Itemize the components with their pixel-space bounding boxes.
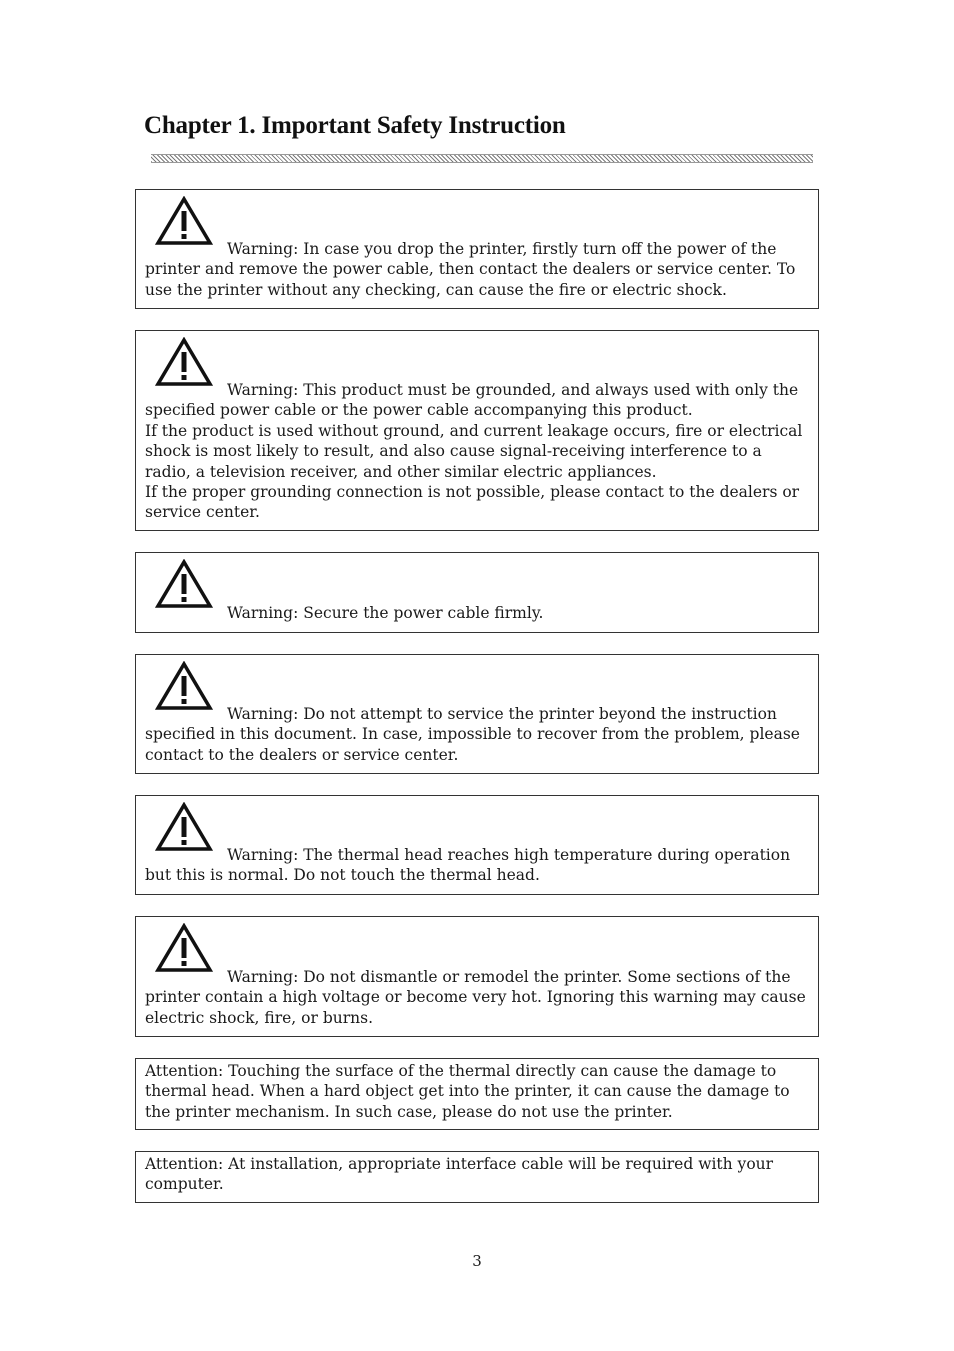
warning-triangle-icon — [155, 661, 213, 711]
warning-text-extra: If the proper grounding connection is not possible, please contact to the dealers or service center. — [145, 483, 800, 522]
warning-text-extra: If the product is used without ground, and current leakage occurs, fire or electrical shock is most likely to result, and also cause signal-receiving interference to a radio, a television receiver, and other similar electric appliances. — [145, 421, 803, 481]
attention-box-1 — [135, 1058, 819, 1130]
warning-text: Warning: Secure the power cable firmly. — [227, 604, 544, 622]
warning-triangle-icon — [155, 196, 213, 246]
warning-text: Warning: The thermal head reaches high temperature during operation but this is normal. Do not touch the thermal head. — [145, 846, 791, 885]
warning-text: Warning: In case you drop the printer, firstly turn off the power of the printer and remove the power cable, then contact the dealers or service center. To use the printer without any checking, can cause the fire or electric shock. — [145, 240, 796, 299]
warning-text: Warning: Do not attempt to service the printer beyond the instruction specified in this document. In case, impossible to recover from the problem, please contact to the dealers or service center. — [145, 705, 800, 764]
warning-text: Warning: Do not dismantle or remodel the printer. Some sections of the printer contain a high voltage or become very hot. Ignoring this warning may cause electric shock, fire, or burns. — [145, 968, 806, 1027]
warning-box-3 — [135, 552, 819, 633]
page-number: 3 — [472, 1252, 482, 1270]
warning-triangle-icon — [155, 337, 213, 387]
attention-text: Attention: Touching the surface of the thermal directly can cause the damage to thermal head. When a hard object get into the printer, it can cause the damage to the printer mechanism. In such case, please do not use the printer. — [145, 1062, 790, 1121]
warning-box-1 — [135, 189, 819, 309]
warning-box-6 — [135, 916, 819, 1037]
warning-text: Warning: This product must be grounded, and always used with only the specified power cable or the power cable accompanying this product. — [145, 381, 799, 420]
chapter-title: Chapter 1. Important Safety Instruction — [144, 112, 566, 139]
warning-box-5 — [135, 795, 819, 895]
warning-triangle-icon — [155, 802, 213, 852]
attention-text: Attention: At installation, appropriate interface cable will be required with your computer. — [145, 1155, 774, 1194]
attention-box-2 — [135, 1151, 819, 1203]
title-rule — [151, 154, 813, 163]
warning-box-4 — [135, 654, 819, 774]
warning-triangle-icon — [155, 559, 213, 609]
warning-box-2 — [135, 330, 819, 531]
warning-triangle-icon — [155, 923, 213, 973]
